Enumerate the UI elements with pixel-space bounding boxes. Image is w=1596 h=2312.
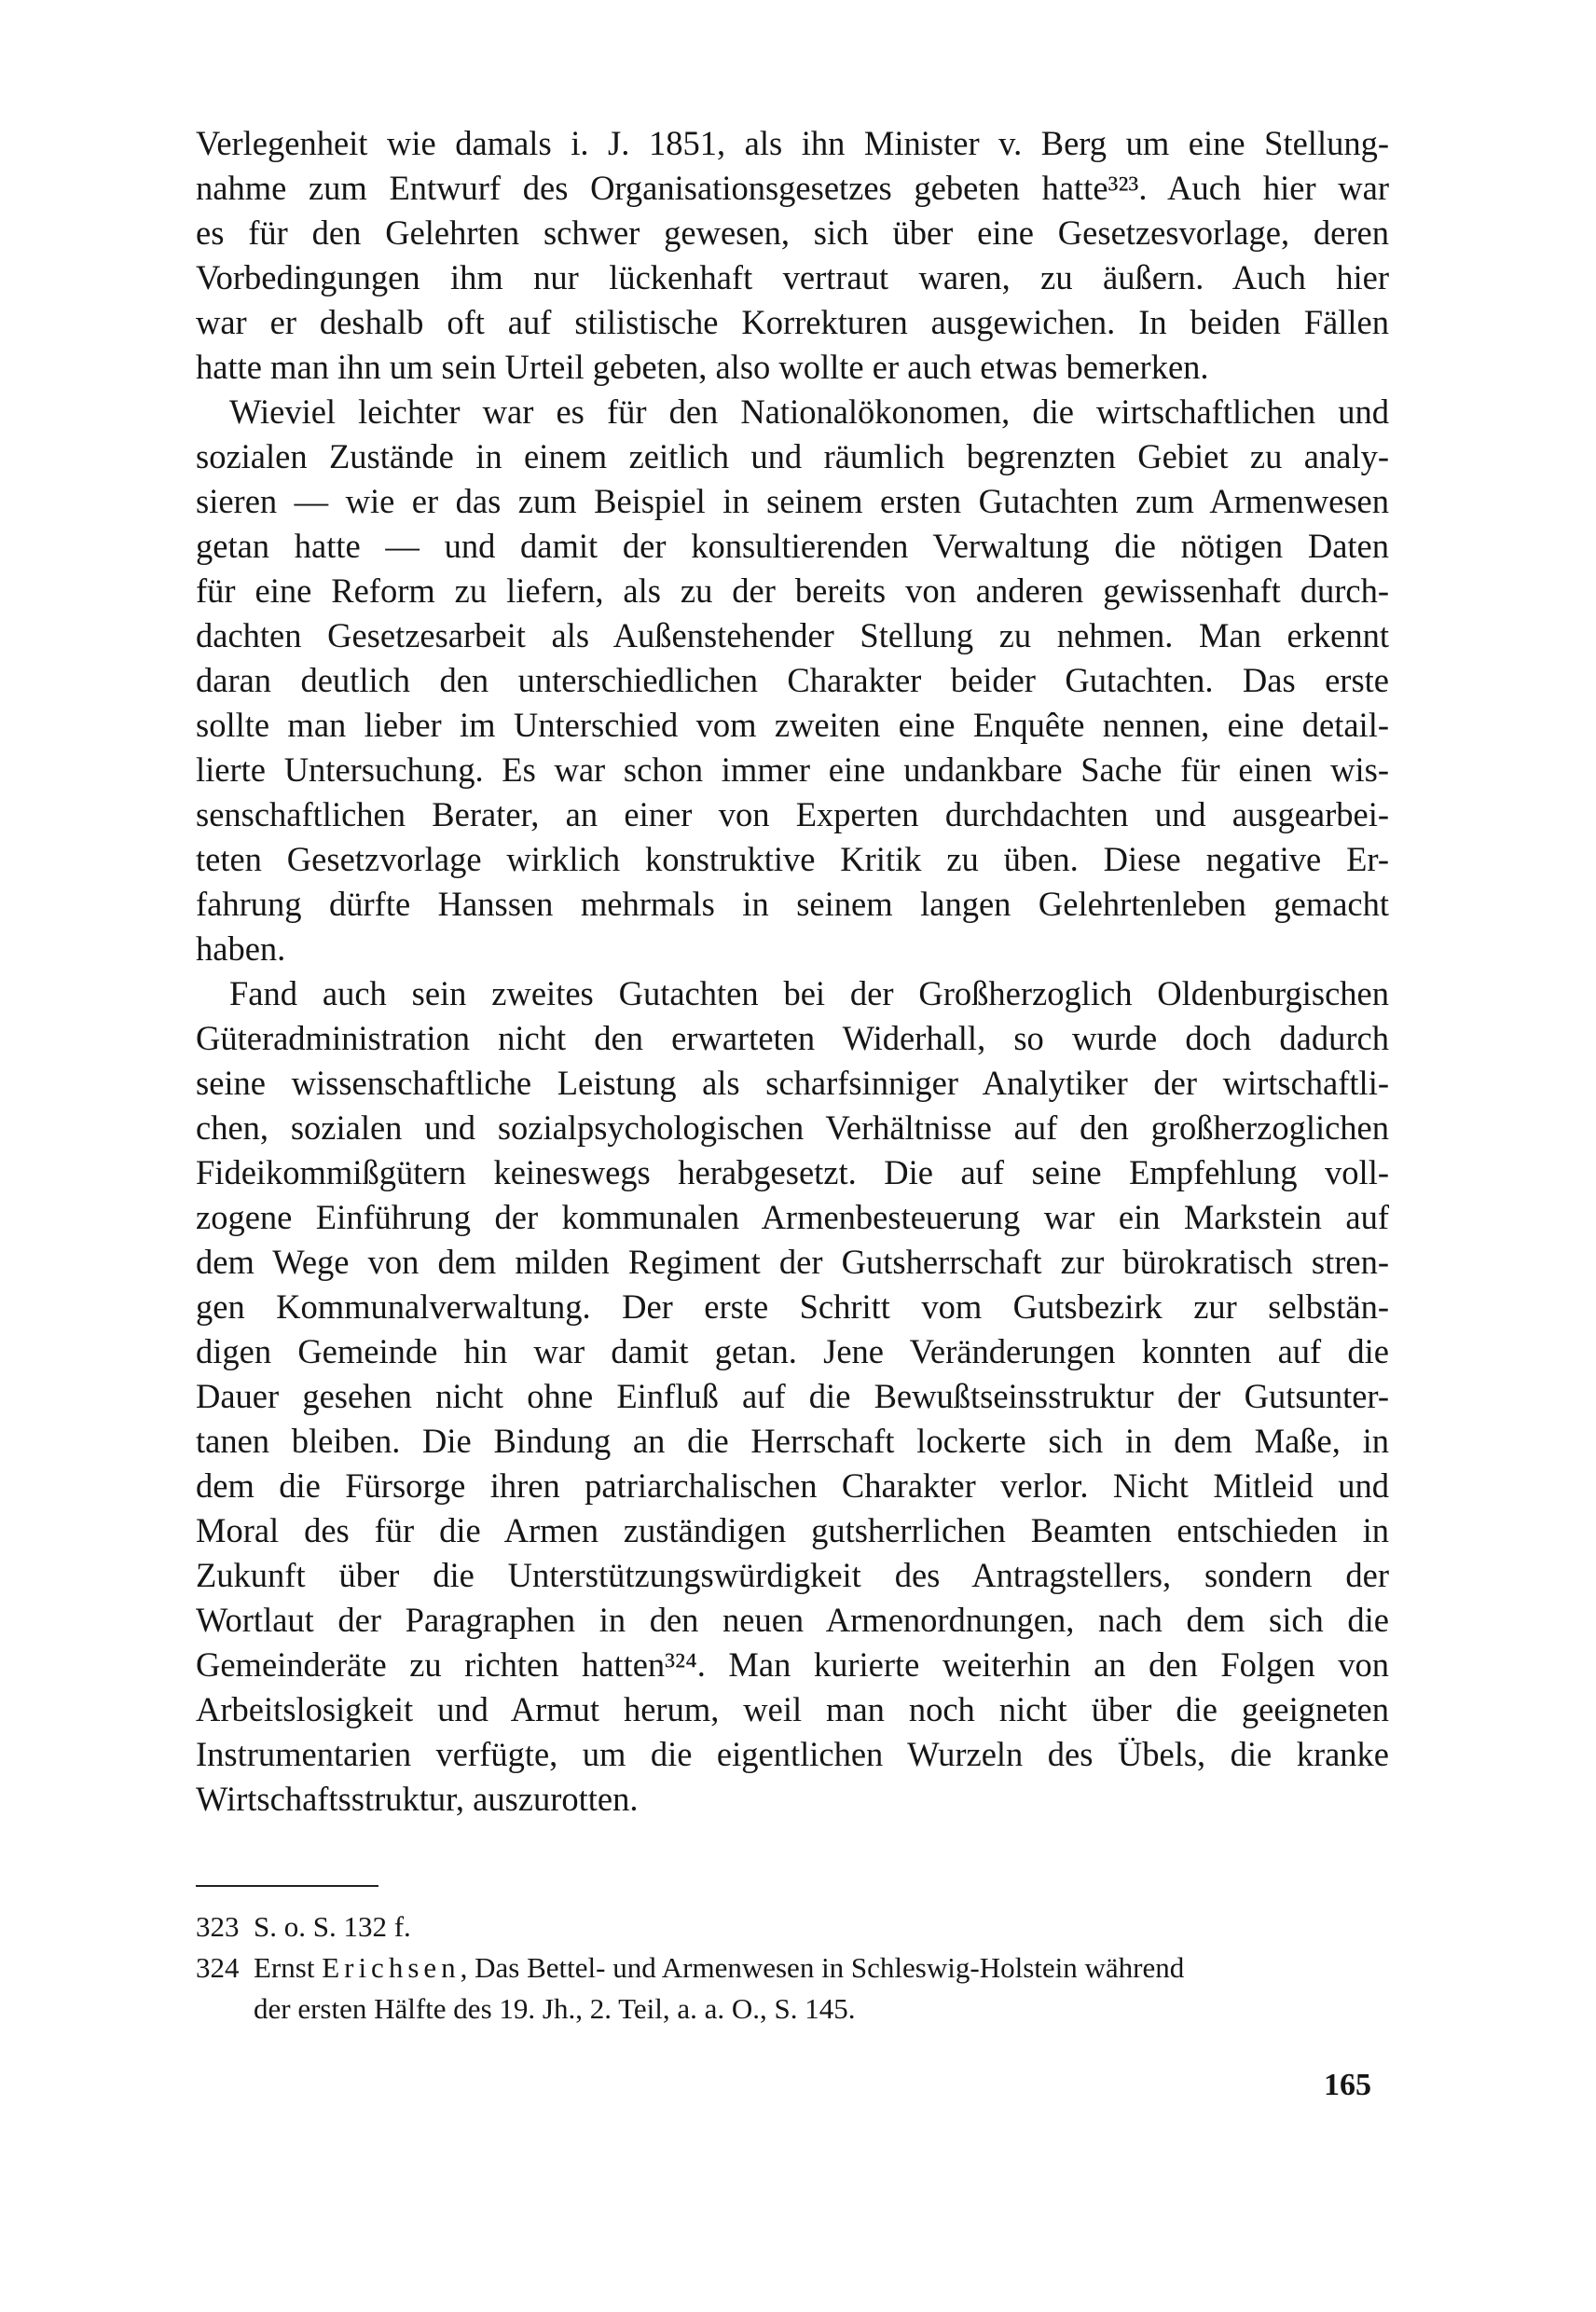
text-line: digen Gemeinde hin war damit getan. Jene Veränderungen konnten auf die bbox=[196, 1332, 1389, 1370]
footnotes bbox=[196, 1906, 1389, 2030]
page-number: 165 bbox=[1324, 2068, 1371, 2102]
text-line: dem Wege von dem milden Regiment der Gutsherrschaft zur bürokratisch stren- bbox=[196, 1243, 1389, 1281]
text-line: haben. bbox=[196, 929, 286, 968]
text-line: dem die Fürsorge ihren patriarchalischen Charakter verlor. Nicht Mitleid und bbox=[196, 1466, 1389, 1505]
text-line: Gemeinderäte zu richten hatten³²⁴. Man kurierte weiterhin an den Folgen von bbox=[196, 1645, 1389, 1684]
text-line: fahrung dürfte Hanssen mehrmals in seinem langen Gelehrtenleben gemacht bbox=[196, 885, 1389, 923]
text-line: nahme zum Entwurf des Organisationsgesetzes gebeten hatte³²³. Auch hier war bbox=[196, 169, 1389, 207]
text-line: teten Gesetzvorlage wirklich konstruktive Kritik zu üben. Diese negative Er- bbox=[196, 840, 1389, 878]
text-line: Wieviel leichter war es für den Nationalökonomen, die wirtschaftlichen und bbox=[229, 392, 1389, 431]
citation-text: , Das Bettel- und Armenwesen in Schleswig-Holstein während bbox=[460, 1951, 1185, 1984]
author-prefix: Ernst bbox=[254, 1951, 323, 1984]
text-line: sieren — wie er das zum Beispiel in seinem ersten Gutachten zum Armenwesen bbox=[196, 482, 1389, 520]
text-line: Wirtschaftsstruktur, auszurotten. bbox=[196, 1780, 639, 1818]
text-line: zogene Einführung der kommunalen Armenbesteuerung war ein Markstein auf bbox=[196, 1198, 1389, 1236]
text-line: Vorbedingungen ihm nur lückenhaft vertraut waren, zu äußern. Auch hier bbox=[196, 258, 1389, 296]
footnote-324 bbox=[196, 1947, 1389, 2030]
paragraph-2 bbox=[196, 390, 1389, 971]
text-line: Güteradministration nicht den erwarteten Widerhall, so wurde doch dadurch bbox=[196, 1019, 1389, 1057]
text-line: getan hatte — und damit der konsultierenden Verwaltung die nötigen Daten bbox=[196, 527, 1389, 565]
footnote-text bbox=[254, 1947, 1389, 2030]
text-line: hatte man ihn um sein Urteil gebeten, also wollte er auch etwas bemerken. bbox=[196, 348, 1209, 386]
text-line: daran deutlich den unterschiedlichen Charakter beider Gutachten. Das erste bbox=[196, 661, 1389, 699]
text-line: Dauer gesehen nicht ohne Einfluß auf die Bewußtseinsstruktur der Gutsunter- bbox=[196, 1377, 1389, 1415]
footnote-line: der ersten Hälfte des 19. Jh., 2. Teil, a. a. O., S. 145. bbox=[254, 1992, 856, 2025]
text-line: es für den Gelehrten schwer gewesen, sich über eine Gesetzesvorlage, deren bbox=[196, 213, 1389, 252]
text-line: chen, sozialen und sozialpsychologischen Verhältnisse auf den großherzoglichen bbox=[196, 1108, 1389, 1147]
text-line: Zukunft über die Unterstützungswürdigkeit des Antragstellers, sondern der bbox=[196, 1556, 1389, 1594]
text-line: lierte Untersuchung. Es war schon immer eine undankbare Sache für einen wis- bbox=[196, 750, 1389, 789]
text-line: Arbeitslosigkeit und Armut herum, weil man noch nicht über die geeigneten bbox=[196, 1690, 1389, 1728]
footnote-separator bbox=[196, 1885, 378, 1887]
text-line: Fand auch sein zweites Gutachten bei der Großherzoglich Oldenburgischen bbox=[229, 974, 1389, 1012]
text-line: Instrumentarien verfügte, um die eigentlichen Wurzeln des Übels, die kranke bbox=[196, 1735, 1389, 1773]
footnote-line bbox=[254, 1947, 1389, 1989]
paragraph-1 bbox=[196, 121, 1389, 390]
footnote-323 bbox=[196, 1906, 1389, 1947]
text-line: Wortlaut der Paragraphen in den neuen Armenordnungen, nach dem sich die bbox=[196, 1601, 1389, 1639]
text-line: tanen bleiben. Die Bindung an die Herrschaft lockerte sich in dem Maße, in bbox=[196, 1422, 1389, 1460]
footnote-text bbox=[254, 1906, 1389, 1947]
text-line: sozialen Zustände in einem zeitlich und räumlich begrenzten Gebiet zu analy- bbox=[196, 437, 1389, 475]
footnote-number: 323 bbox=[196, 1910, 240, 1943]
text-line: dachten Gesetzesarbeit als Außenstehender Stellung zu nehmen. Man erkennt bbox=[196, 616, 1389, 654]
text-line: Fideikommißgütern keineswegs herabgesetzt. Die auf seine Empfehlung voll- bbox=[196, 1153, 1389, 1191]
footnote-number: 324 bbox=[196, 1951, 240, 1984]
text-line: sollte man lieber im Unterschied vom zweiten eine Enquête nennen, eine detail- bbox=[196, 706, 1389, 744]
footnote-line: S. o. S. 132 f. bbox=[254, 1910, 411, 1943]
text-line: Verlegenheit wie damals i. J. 1851, als ihn Minister v. Berg um eine Stellung- bbox=[196, 124, 1389, 162]
text-line: war er deshalb oft auf stilistische Korrekturen ausgewichen. In beiden Fällen bbox=[196, 303, 1389, 341]
text-line: seine wissenschaftliche Leistung als scharfsinniger Analytiker der wirtschaftli- bbox=[196, 1064, 1389, 1102]
text-line: für eine Reform zu liefern, als zu der bereits von anderen gewissenhaft durch- bbox=[196, 571, 1389, 610]
author-name: Erichsen bbox=[322, 1951, 461, 1984]
text-line: senschaftlichen Berater, an einer von Experten durchdachten und ausgearbei- bbox=[196, 795, 1389, 833]
paragraph-3 bbox=[196, 971, 1389, 1822]
main-text bbox=[196, 121, 1389, 1822]
text-line: gen Kommunalverwaltung. Der erste Schritt vom Gutsbezirk zur selbstän- bbox=[196, 1287, 1389, 1326]
text-line: Moral des für die Armen zuständigen gutsherrlichen Beamten entschieden in bbox=[196, 1511, 1389, 1549]
